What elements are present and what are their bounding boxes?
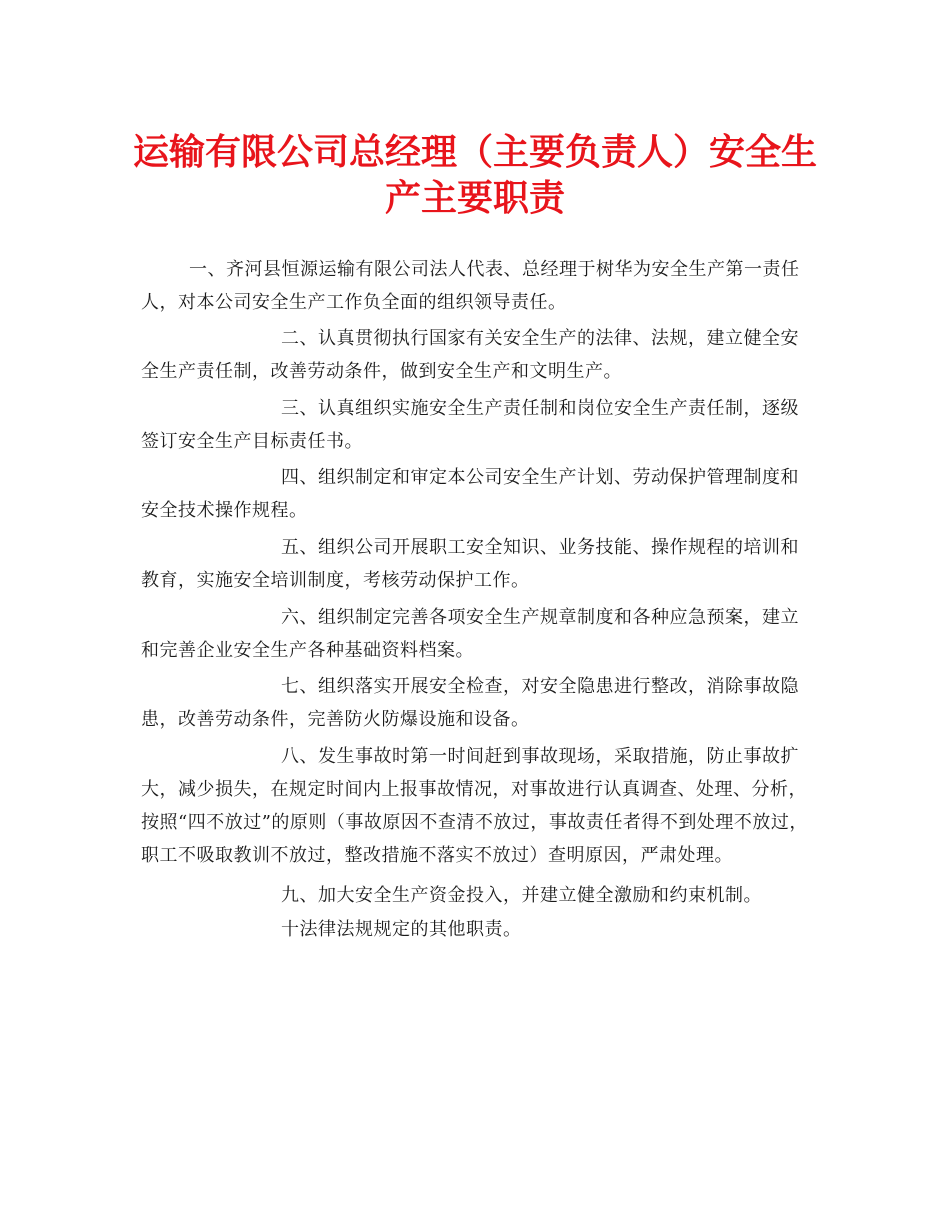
paragraph-2: [141, 322, 811, 388]
paragraph-line: 教育，实施安全培训制度，考核劳动保护工作。: [141, 570, 530, 591]
paragraph-7: [141, 670, 811, 736]
paragraph-3: [141, 392, 811, 458]
paragraph-8: [141, 740, 811, 872]
paragraph-line: 大，减少损失，在规定时间内上报事故情况，对事故进行认真调查、处理、分析，: [141, 779, 807, 800]
paragraph-6: [141, 601, 811, 667]
paragraph-line: 八、发生事故时第一时间赶到事故现场，采取措施，防止事故扩: [281, 746, 799, 767]
paragraph-5: [141, 531, 811, 597]
paragraph-line: 三、认真组织实施安全生产责任制和岗位安全生产责任制，逐级: [281, 398, 799, 419]
paragraph-1: [141, 253, 811, 319]
paragraph-line: 六、组织制定完善各项安全生产规章制度和各种应急预案，建立: [281, 607, 799, 628]
paragraph-line: 一、齐河县恒源运输有限公司法人代表、总经理于树华为安全生产第一责任: [189, 259, 800, 280]
paragraph-9: [141, 879, 811, 912]
paragraph-line: 职工不吸取教训不放过，整改措施不落实不放过）查明原因，严肃处理。: [141, 845, 733, 866]
paragraph-line: 安全技术操作规程。: [141, 500, 308, 521]
paragraph-line: 二、认真贯彻执行国家有关安全生产的法律、法规，建立健全安: [281, 328, 799, 349]
paragraph-line: 七、组织落实开展安全检查，对安全隐患进行整改，消除事故隐: [281, 676, 799, 697]
paragraph-10: [141, 913, 811, 946]
paragraph-line: 人，对本公司安全生产工作负全面的组织领导责任。: [141, 292, 567, 313]
paragraph-4: [141, 461, 811, 527]
paragraph-line: 签订安全生产目标责任书。: [141, 431, 363, 452]
document-title-line-2: 产主要职责: [384, 177, 565, 219]
paragraph-line: 十法律法规规定的其他职责。: [281, 919, 522, 940]
paragraph-line: 全生产责任制，改善劳动条件，做到安全生产和文明生产。: [141, 361, 622, 382]
paragraph-line: 患，改善劳动条件，完善防火防爆设施和设备。: [141, 709, 530, 730]
document-title-line-1: 运输有限公司总经理（主要负责人）安全生: [132, 131, 817, 173]
paragraph-line: 四、组织制定和审定本公司安全生产计划、劳动保护管理制度和: [281, 467, 799, 488]
paragraph-line: 九、加大安全生产资金投入，并建立健全激励和约束机制。: [281, 885, 762, 906]
paragraph-line: 和完善企业安全生产各种基础资料档案。: [141, 640, 474, 661]
paragraph-line: 按照“四不放过”的原则（事故原因不查清不放过，事故责任者得不到处理不放过，: [141, 812, 808, 833]
paragraph-line: 五、组织公司开展职工安全知识、业务技能、操作规程的培训和: [281, 537, 799, 558]
